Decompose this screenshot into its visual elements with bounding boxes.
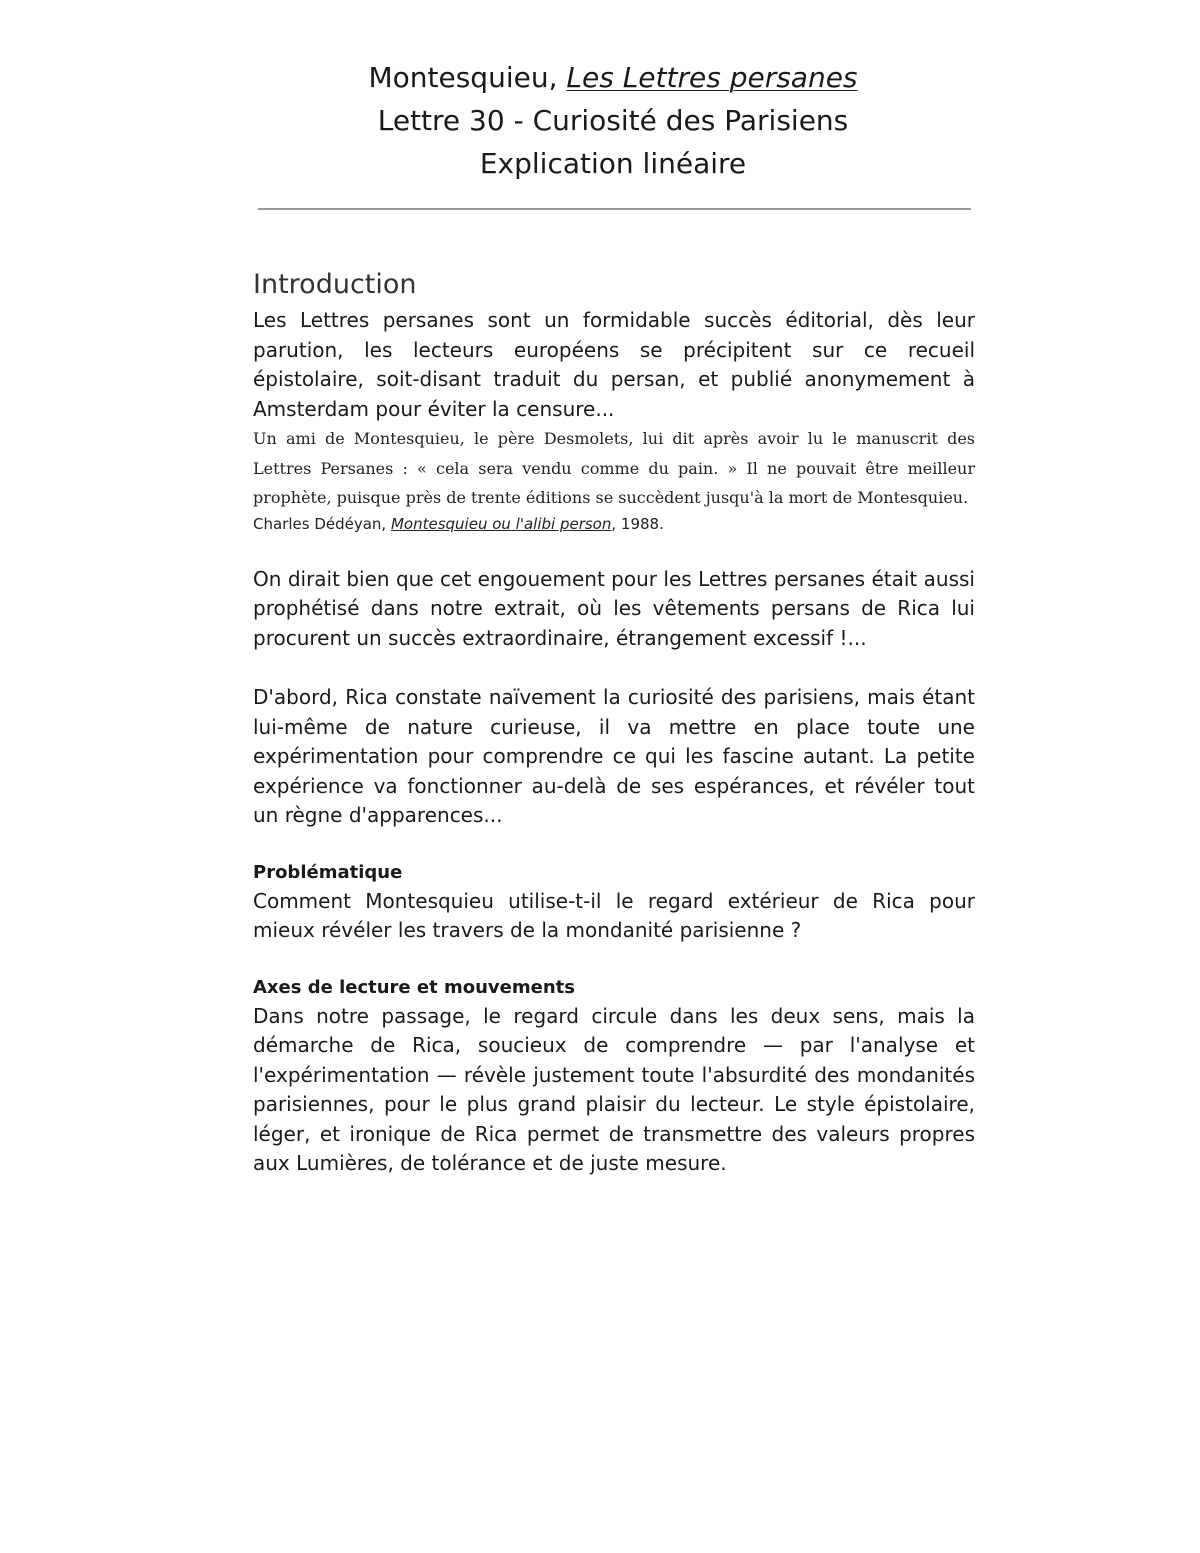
problematique-text: Comment Montesquieu utilise-t-il le regard extérieur de Rica pour mieux révéler les travers de la mondanité parisienne ? xyxy=(253,888,975,942)
spacer xyxy=(253,831,975,859)
dedeyan-quote: Un ami de Montesquieu, le père Desmolets, lui dit après avoir lu le manuscrit des Lettres Persanes : « cela sera vendu comme du pain. » Il ne pouvait être meilleur prophète, puisque près de trente éditions se succèdent jusqu'à la mort de Montesquieu. xyxy=(253,429,975,507)
intro-paragraph-2: On dirait bien que cet engouement pour les Lettres persanes était aussi prophétisé dans notre extrait, où les vêtements persans de Rica lui procurent un succès extraordinaire, étrangement excessif !... xyxy=(253,566,975,650)
axes-heading: Axes de lecture et mouvements xyxy=(253,976,575,998)
spacer xyxy=(253,535,975,565)
title-block xyxy=(253,56,973,185)
document-body xyxy=(253,264,975,1179)
title-line-author xyxy=(253,56,973,99)
intro-paragraph-3: D'abord, Rica constate naïvement la curiosité des parisiens, mais étant lui-même de nature curieuse, il va mettre en place toute une expérimentation pour comprendre ce qui les fascine autant. La petite expérience va fonctionner au-delà de ses espérances, et révéler tout un règne d'apparences... xyxy=(253,685,975,827)
quote-citation xyxy=(253,513,975,535)
citation-year: , 1988. xyxy=(611,514,664,533)
citation-book: Montesquieu ou l'alibi person xyxy=(390,514,612,533)
title-divider xyxy=(258,208,971,210)
spacer xyxy=(253,946,975,974)
axes-text: Dans notre passage, le regard circule dans les deux sens, mais la démarche de Rica, soucieux de comprendre — par l'analyse et l'expérimentation — révèle justement toute l'absurdité des mondanités parisiennes, pour le plus grand plaisir du lecteur. Le style épistolaire, léger, et ironique de Rica permet de transmettre des valeurs propres aux Lumières, de tolérance et de juste mesure. xyxy=(253,1003,975,1175)
exercise-title: Explication linéaire xyxy=(479,147,747,180)
author-name: Montesquieu, xyxy=(368,61,567,94)
letter-title: Lettre 30 - Curiosité des Parisiens xyxy=(377,104,849,137)
problematique-heading: Problématique xyxy=(253,861,403,883)
spacer xyxy=(253,653,975,683)
intro-paragraph-1: Les Lettres persanes sont un formidable succès éditorial, dès leur parution, les lecteurs européens se précipitent sur ce recueil épistolaire, soit-disant traduit du persan, et publié anonymement à Amsterdam pour éviter la censure... xyxy=(253,308,975,421)
citation-author: Charles Dédéyan, xyxy=(253,514,391,533)
introduction-heading: Introduction xyxy=(253,269,417,300)
work-title: Les Lettres persanes xyxy=(566,61,858,94)
